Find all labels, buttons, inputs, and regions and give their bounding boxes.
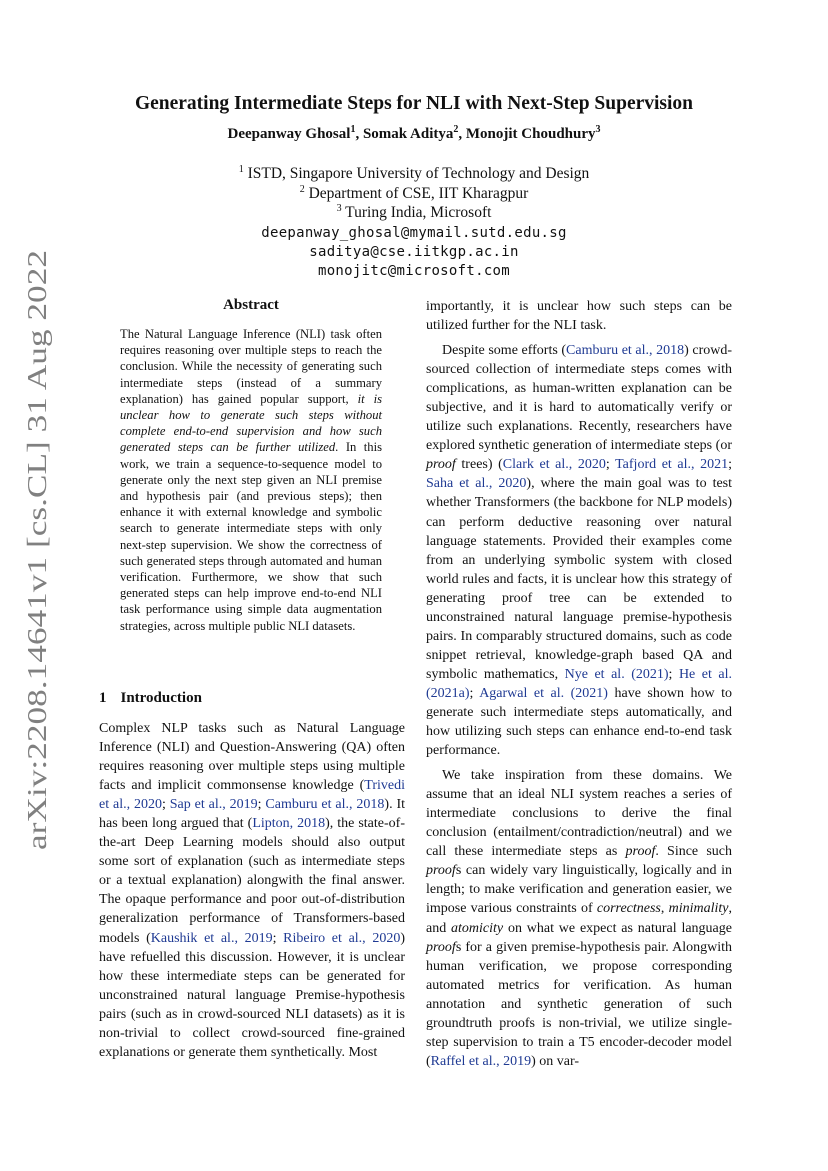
author-mark: 1 <box>350 124 356 135</box>
affiliation <box>0 185 828 203</box>
author-mark: 3 <box>595 124 601 135</box>
intro-right-column <box>426 297 732 1071</box>
arxiv-stamp <box>16 240 56 860</box>
affiliation <box>0 204 828 222</box>
citation-link[interactable]: Clark et al., 2020 <box>502 457 606 473</box>
section-title: Introduction <box>120 690 202 706</box>
affiliation-mark: 1 <box>238 163 244 175</box>
arxiv-stamp-text: arXiv:2208.14641v1 [cs.CL] 31 Aug 2022 <box>22 391 52 850</box>
citation-link[interactable]: Sap et al., 2019 <box>169 797 258 813</box>
intro-left-column <box>99 719 405 1062</box>
abstract-emphasis: it is unclear how to generate such steps without complete end-to-end supervision and how such generated steps can be further utilized <box>120 391 382 455</box>
paragraph: importantly, it is unclear how such steps can be utilized further for the NLI task. <box>426 299 732 334</box>
author-name: Deepanway Ghosal <box>227 126 351 142</box>
affiliation-text: Turing India, Microsoft <box>345 204 492 221</box>
section-heading <box>99 690 202 707</box>
affiliation-text: Department of CSE, IIT Kharagpur <box>308 185 529 202</box>
citation-link[interactable]: Raffel et al., 2019 <box>430 1053 532 1069</box>
author-name: Somak Aditya <box>362 126 454 142</box>
citation-link[interactable]: Camburu et al., 2018 <box>265 797 385 813</box>
citation-link[interactable]: Agarwal et al. (2021) <box>479 685 608 701</box>
citation-link[interactable]: Tafjord et al., 2021 <box>615 457 729 473</box>
email-address[interactable]: saditya@cse.iitkgp.ac.in <box>309 244 519 260</box>
affiliation <box>0 165 828 183</box>
citation-link[interactable]: Camburu et al., 2018 <box>566 343 685 359</box>
citation-link[interactable]: Trivedi et al., 2020 <box>99 778 405 813</box>
author-list: Deepanway Ghosal$^1$, Somak Aditya$^2$, Monojit Choudhury$^3$ <box>227 124 601 142</box>
affiliation-mark: 2 <box>299 183 305 195</box>
citation-link[interactable]: Saha et al., 2020 <box>426 476 527 492</box>
affiliation-mark: 3 <box>336 202 342 214</box>
citation-link[interactable]: Kaushik et al., 2019 <box>150 930 273 946</box>
author-name: Monojit Choudhury <box>465 126 596 142</box>
email-address[interactable]: deepanway_ghosal@mymail.sutd.edu.sg <box>261 225 567 241</box>
paragraph: Despite some efforts (Camburu et al., 2018) crowd-sourced collection of intermediate steps comes with complications, as human-written explanation can be subjective, and it is hard to automatically verify or utilize such explanations. Recently, researchers have explored synthetic generation of intermediate steps (or proof trees) (Clark et al., 2020; Tafjord et al., 2021; Saha et al., 2020), where the main goal was to test whether Transformers (the backbone for NLP models) can perform deductive reasoning over natural language statements. Provided their examples come from an underlying symbolic system with closed world rules and facts, it is unclear how this strategy of generating proof tree can be extended to unconstrained natural language premise-hypothesis pairs. In comparably structured domains, such as code snippet retrieval, knowledge-graph based QA and symbolic mathematics, Nye et al. (2021); He et al. (2021a); Agarwal et al. (2021) have shown how to generate such intermediate steps automatically, and how utilizing such steps can enhance end-to-end task performance. <box>426 343 733 759</box>
paragraph: We take inspiration from these domains. We assume that an ideal NLI system reaches a series of intermediate conclusions to derive the final conclusion (entailment/contradiction/neutral) and we call these intermediate steps as proof. Since such proofs can widely vary linguistically, logically and in length; to make verification and generation easier, we impose various constraints of correctness, minimality, and atomicity on what we expect as natural language proofs for a given premise-hypothesis pair. Alongwith human verification, we propose corresponding automated metrics for verification. As human annotation and synthetic generation of such groundtruth proofs is non-trivial, we utilize single-step supervision to train a T5 encoder-decoder model (Raffel et al., 2019) on var- <box>426 768 732 1069</box>
citation-link[interactable]: Nye et al. (2021) <box>564 666 669 682</box>
section-number: 1 <box>99 690 107 706</box>
email-address[interactable]: monojitc@microsoft.com <box>317 263 511 279</box>
citation-link[interactable]: He et al. (2021a) <box>426 666 732 701</box>
affiliation-text: ISTD, Singapore University of Technology and Design <box>247 165 590 182</box>
citation-link[interactable]: Ribeiro et al., 2020 <box>283 930 401 946</box>
author-mark: 2 <box>453 124 459 135</box>
abstract-text: The Natural Language Inference (NLI) task often requires reasoning over multiple steps to reach the conclusion. While the necessity of generating such intermediate steps (instead of a summary explanation) has gained popular support, it is unclear how to generate such steps without complete end-to-end supervision and how such generated steps can be further utilized. In this work, we train a sequence-to-sequence model to generate only the next step given an NLI premise and hypothesis pair (and previous steps); then enhance it with external knowledge and symbolic search to generate intermediate steps with only next-step supervision. We show the correctness of such generated steps through automated and human verification. Furthermore, we show that such generated steps can help improve end-to-end NLI task performance using simple data augmentation strategies, across multiple public NLI datasets. <box>120 327 383 633</box>
paragraph: Complex NLP tasks such as Natural Language Inference (NLI) and Question-Answering (QA) often requires reasoning over multiple steps using multiple facts and implicit commonsense knowledge (Trivedi et al., 2020; Sap et al., 2019; Camburu et al., 2018). It has been long argued that (Lipton, 2018), the state-of-the-art Deep Learning models should also output some sort of explanation (such as intermediate steps or a textual explanation) alongwith the final answer. The opaque performance and poor out-of-distribution generalization performance of Transformers-based models (Kaushik et al., 2019; Ribeiro et al., 2020) have refuelled this discussion. However, it is unclear how these intermediate steps can be generated for unconstrained natural language Premise-hypothesis pairs (such as in crowd-sourced NLI datasets) as it is non-trivial to collect crowd-sourced fine-grained explanations or generate them synthetically. Most <box>99 721 406 1060</box>
abstract-heading: Abstract <box>223 297 279 313</box>
citation-link[interactable]: Lipton, 2018 <box>252 816 326 832</box>
paper-title: Generating Intermediate Steps for NLI with Next-Step Supervision <box>134 93 694 114</box>
